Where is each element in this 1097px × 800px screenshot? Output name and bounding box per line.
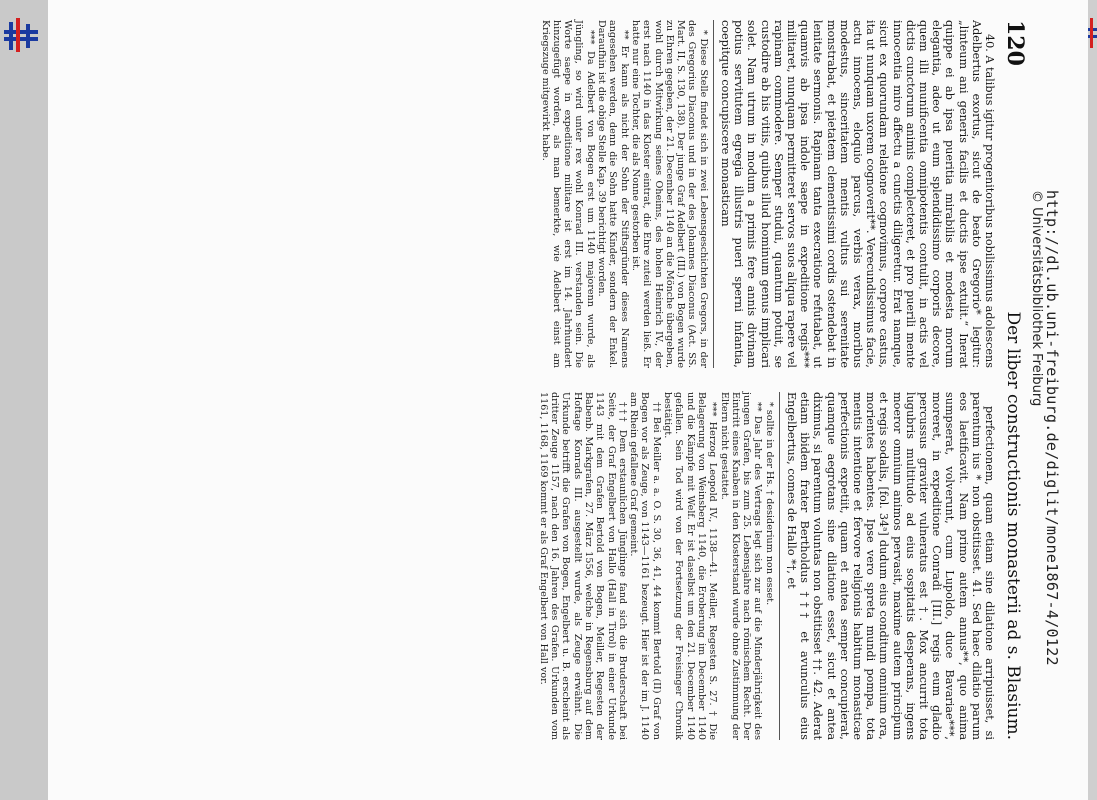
footnote: ††† Dem erstaunlichen Jünglinge fand sich die Bruderschaft bei Seite, der Graf Engelbert von Hallo (Hall in Tirol) in einer Urkunde 1143 mit dem Grafen Bertold von Bogen, Meiller, Regesten der Babenb. Markgrafen, 27. März 1556, welche in Regensburg auf dem Hoftage Konrads III. ausgestellt wurde, als Zeuge erwähnt. Die Urkunde betrifft die Grafen von Bogen, Engelbert u. B. erscheint als dritter Zeuge 1157, nach den 16. Jahren des Grafen. Urkunden vom 1161, 1168, 1169 kommt er als Graf Engelbert von Hall vor.	[537, 392, 628, 740]
footnote-rule	[779, 392, 780, 740]
source-strip-text	[1028, 190, 1060, 800]
page-number: 120	[1002, 20, 1028, 66]
footnote: ** Er kann als nicht der Sohn der Stiftsgründer dieses Namens angesehen werden, denn die Sohn hatte Kinder, sondern der Enkel. Daraufhin ist die obige Stelle Kap. 39 berichtigt worden.	[596, 20, 630, 368]
main-text-left: 40. A talibus igitur progenitoribus nobilissimus adolescens Adelbertus exortus, sicut de beato Gregorio* legitur: „linteum ani generis facilis et ductis ipse extulit.“ Inerat quippe ei ab ipsa pueritia mirabilis et modesta morum elegantia, adeo ut eum splendidissimo corporis decore, quem illi munificentia omnipotentis contulit, in actis vel dictis cunctorum animis complecteret, et pro puerili mente innocentia miro affectu a cunctis diligeretur. Erat namque, sicut ex quorundam relatione cognovimus, corpore castus, ita ut nunquam uxorem cognoverit**. Verecundissimus facie, actu innocens, eloquio parcus, verbis verax, moribus modestus, sinceritatem mentis vultus sui serenitate monstrabat, et pietatem clementissimi cordis ostendebat in lenitate sermonis. Rapinam tanta execratione refutabat, ut quamvis ab ipsa indole saepe in expeditione regis*** militaret, nunquam permitteret servos suos aliqua rapere vel rapinam commodere. Semper studui, quantum potuit, se custodire ab his vitiis, quibus illud hominum genus implicari solet. Nam utrum in modum a primis fere annis divinam potius servitutem egregia illustris pueri sperni infantia, coepitque concupiscere monasticam	[718, 20, 996, 368]
scanned-page	[48, 0, 1088, 800]
page-body	[128, 20, 1028, 740]
page-rotated-content	[48, 0, 1088, 800]
footnote: *** Da Adelbert von Bogen erst um 1140 majorenn wurde, als Jüngling, so wird unter rex wohl Konrad III. verstanden sein. Die Worte saepe in expeditione militare ist erst im 14. Jahrhundert hinzugefügt worden, als man bemerkte, wie Adelbert einst am Kriegszuge mitgewirkt habe.	[539, 20, 596, 368]
footnote: *** Herzog Leopold IV., 1138—41. Meiller, Regesten S. 27. † Die Belagerung von Weinsberg 1140, die Eroberung im December 1140 und die Kämpfe mit Welf. Er ist daselbst um den 21. December 1140 gefallen. Sein Tod wird von der Fortsetzung der Freisinger Chronik bestätigt.	[662, 392, 719, 740]
column-right	[538, 392, 996, 740]
source-url[interactable]: http://dl.ub.uni-freiburg.de/diglit/mone1867-4/0122	[1043, 190, 1061, 666]
library-logo-icon	[0, 14, 44, 54]
left-margin	[0, 0, 48, 800]
text-columns	[538, 20, 996, 740]
copyright-notice: © Universitätsbibliothek Freiburg	[1029, 190, 1044, 407]
right-margin	[1088, 0, 1097, 800]
library-logo-icon-right	[1088, 14, 1097, 52]
footnote: * sollte in der Hs. † desiderium non esset.	[763, 402, 775, 606]
source-strip	[1028, 190, 1060, 800]
footnote: †† Bei Meiller a. a. O. S. 30, 36, 41, 44 kommt Bertold (II) Graf von Bogen vor als Zeuge, von 1143—1161 bezeugt. Hier ist der im J. 1140 am Rhein gefallene Graf gemeint.	[628, 392, 662, 740]
running-header	[1002, 20, 1028, 740]
column-left	[538, 20, 996, 368]
footnotes-left	[539, 20, 708, 368]
main-text-right: perfectionem, quam etiam sine dilatione arripuisset, si parentum ius * non obstitisset. 41. Sed haec dilatio parum eos laetificavit. Nam primo autem annus**, quo anima sumpserat, volverunt, cum Lupoldo, duce Bavariae***, moreret, in expeditione Conradi [III.] regis eum gladio percussus graviter vulneratus est †. Mox ancurrit tota lugubris multitudo ad eius sospitatis desperans, ingens moeror omnium animos pervasit, maxime autem principum et regis sodalis, [fol. 34ᵃ] dudum eius conditum omnium ora, morientes habentes. Ipse vero spreta mundi pompa, tota mentis intentione et fervore religionis habitum monasticae perfectionis expetiit, quam et antea semper concupierat, quamque aegrotans sine dilatione esset, sicut et antea diximus, si parentum voluntas non obstitisset ††. 42. Aderat etiam ibidem frater Bertholdus ††† et avunculus eius Engelbertus, comes de Hallo *†, et	[784, 392, 996, 740]
running-title: Der liber constructionis monasterii ad s. Blasium.	[1003, 311, 1023, 740]
footnote-rule	[713, 20, 714, 368]
footnote: * Diese Stelle findet sich in zwei Lebensgeschichten Gregors, in der des Gregorius Diaconus und in der des Johannes Diaconus (Act. SS. Mart. II, S. 130, 138). Der junge Graf Adelbert (III.) von Bogen wurde zu Ehren gegeben, der 21. December 1140 an die Mönche übergeben, wohl durch Mitwirkung seines Oheims, des hohen Heinrich IV., der erst nach 1140 in das Kloster eintrat, die Ehre zuteil werden ließ. Er hatte nur eine Tochter, die als Nonne gestorben ist.	[629, 20, 709, 368]
footnotes-right	[538, 392, 775, 740]
footnote: ** Das Jahr des Vertrags legt sich zur auf die Minderjährigkeit des jungen Grafen, bis zum 25. Lebensjahre nach römischem Recht. Der Eintritt eines Knaben in den Klosterstand wurde ohne Zustimmung der Eltern nicht gestattet.	[718, 392, 764, 740]
